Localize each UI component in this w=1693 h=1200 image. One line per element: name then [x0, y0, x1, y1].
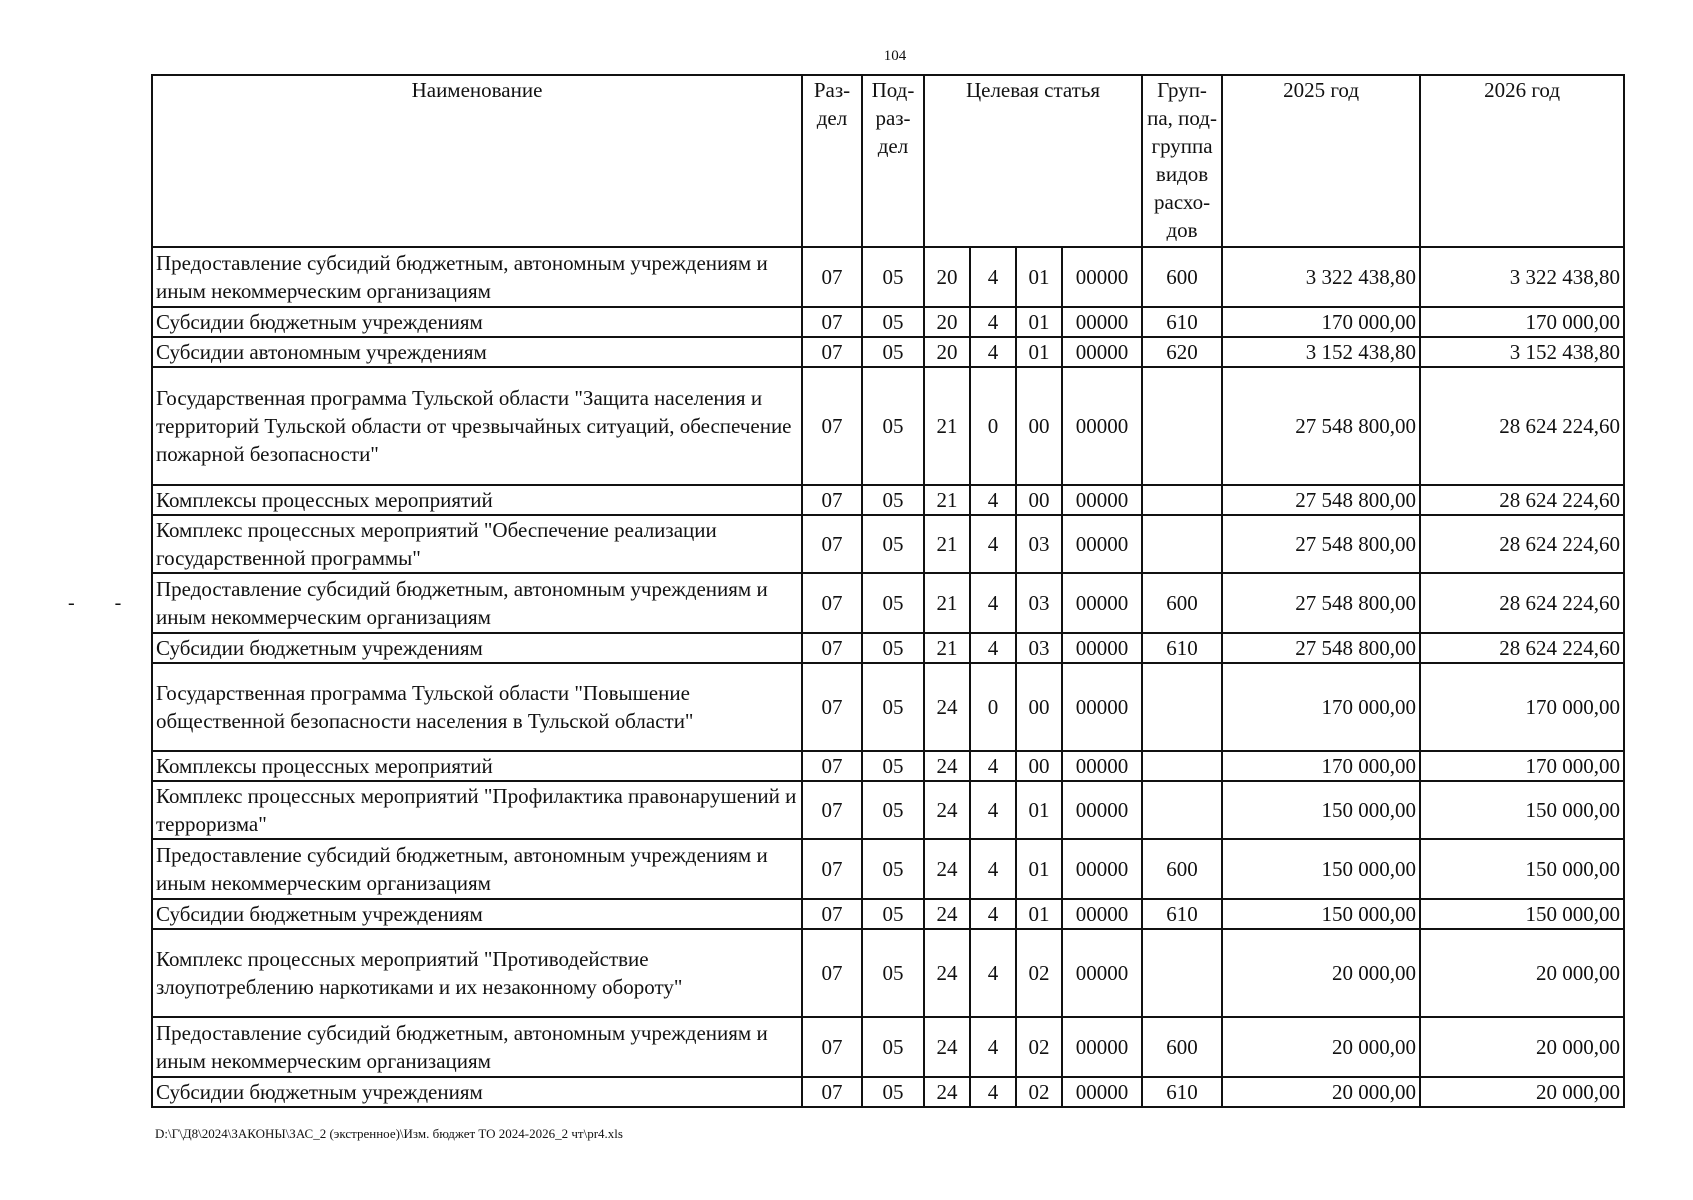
table-row [152, 839, 1624, 899]
scan-marks: - - [68, 592, 122, 614]
row-expense-group: 610 [1142, 1077, 1222, 1107]
row-target-type: 4 [970, 781, 1016, 839]
row-target-program: 24 [924, 839, 970, 899]
row-name: Комплексы процессных мероприятий [152, 751, 802, 781]
row-section: 07 [802, 839, 862, 899]
row-target-event: 02 [1016, 929, 1062, 1017]
row-target-direction: 00000 [1062, 751, 1142, 781]
row-section: 07 [802, 899, 862, 929]
row-target-direction: 00000 [1062, 515, 1142, 573]
row-amount-2025: 27 548 800,00 [1222, 515, 1420, 573]
row-amount-2026: 150 000,00 [1420, 899, 1624, 929]
row-name: Государственная программа Тульской области "Повышение общественной безопасности населения в Тульской области" [152, 663, 802, 751]
row-target-direction: 00000 [1062, 337, 1142, 367]
row-target-type: 4 [970, 1017, 1016, 1077]
row-amount-2025: 170 000,00 [1222, 663, 1420, 751]
row-target-direction: 00000 [1062, 899, 1142, 929]
row-target-direction: 00000 [1062, 307, 1142, 337]
row-amount-2026: 28 624 224,60 [1420, 485, 1624, 515]
row-subsection: 05 [862, 367, 924, 485]
row-name: Комплексы процессных мероприятий [152, 485, 802, 515]
row-expense-group [1142, 515, 1222, 573]
row-target-event: 03 [1016, 515, 1062, 573]
row-target-event: 01 [1016, 781, 1062, 839]
row-target-event: 01 [1016, 337, 1062, 367]
row-name: Предоставление субсидий бюджетным, автономным учреждениям и иным некоммерческим организациям [152, 573, 802, 633]
row-target-direction: 00000 [1062, 633, 1142, 663]
row-target-program: 24 [924, 751, 970, 781]
row-section: 07 [802, 573, 862, 633]
row-amount-2026: 150 000,00 [1420, 839, 1624, 899]
row-target-type: 4 [970, 633, 1016, 663]
row-target-program: 24 [924, 781, 970, 839]
table-row [152, 633, 1624, 663]
row-target-program: 24 [924, 663, 970, 751]
row-target-type: 4 [970, 485, 1016, 515]
table-row [152, 247, 1624, 307]
row-target-program: 24 [924, 899, 970, 929]
row-section: 07 [802, 515, 862, 573]
row-amount-2025: 27 548 800,00 [1222, 573, 1420, 633]
row-target-program: 21 [924, 633, 970, 663]
row-expense-group: 610 [1142, 633, 1222, 663]
row-expense-group [1142, 751, 1222, 781]
row-section: 07 [802, 485, 862, 515]
row-section: 07 [802, 633, 862, 663]
row-expense-group: 600 [1142, 573, 1222, 633]
header-target-article: Целевая статья [924, 75, 1142, 247]
row-subsection: 05 [862, 307, 924, 337]
row-target-program: 21 [924, 573, 970, 633]
table-row [152, 307, 1624, 337]
row-expense-group: 600 [1142, 1017, 1222, 1077]
row-expense-group [1142, 485, 1222, 515]
header-expense-group: Груп- па, под- группа видов расхо- дов [1142, 75, 1222, 247]
row-expense-group: 610 [1142, 899, 1222, 929]
row-amount-2026: 28 624 224,60 [1420, 573, 1624, 633]
table-row [152, 515, 1624, 573]
row-subsection: 05 [862, 247, 924, 307]
row-target-direction: 00000 [1062, 839, 1142, 899]
row-target-program: 24 [924, 929, 970, 1017]
row-target-direction: 00000 [1062, 663, 1142, 751]
row-section: 07 [802, 663, 862, 751]
table-row [152, 929, 1624, 1017]
row-section: 07 [802, 1017, 862, 1077]
row-amount-2026: 170 000,00 [1420, 663, 1624, 751]
row-target-event: 00 [1016, 367, 1062, 485]
row-subsection: 05 [862, 573, 924, 633]
row-target-type: 0 [970, 663, 1016, 751]
header-subsection: Под- раз- дел [862, 75, 924, 247]
row-target-type: 4 [970, 751, 1016, 781]
row-target-type: 4 [970, 515, 1016, 573]
row-expense-group: 620 [1142, 337, 1222, 367]
row-amount-2026: 170 000,00 [1420, 307, 1624, 337]
row-target-event: 00 [1016, 485, 1062, 515]
row-amount-2025: 3 322 438,80 [1222, 247, 1420, 307]
row-section: 07 [802, 307, 862, 337]
table-row [152, 781, 1624, 839]
row-name: Субсидии бюджетным учреждениям [152, 633, 802, 663]
footer-file-path: D:\Г\Д8\2024\ЗАКОНЫ\ЗАС_2 (экстренное)\Изм. бюджет ТО 2024-2026_2 чт\pr4.xls [155, 1126, 623, 1141]
row-amount-2026: 28 624 224,60 [1420, 633, 1624, 663]
row-target-event: 01 [1016, 307, 1062, 337]
row-target-direction: 00000 [1062, 1017, 1142, 1077]
header-year-2026: 2026 год [1420, 75, 1624, 247]
row-target-event: 02 [1016, 1017, 1062, 1077]
row-amount-2025: 150 000,00 [1222, 839, 1420, 899]
row-name: Государственная программа Тульской области "Защита населения и территорий Тульской области от чрезвычайных ситуаций, обеспечение пожарной безопасности" [152, 367, 802, 485]
row-target-program: 20 [924, 247, 970, 307]
row-amount-2025: 20 000,00 [1222, 1077, 1420, 1107]
table-row [152, 899, 1624, 929]
row-amount-2026: 150 000,00 [1420, 781, 1624, 839]
table-row [152, 663, 1624, 751]
row-section: 07 [802, 751, 862, 781]
row-target-type: 4 [970, 899, 1016, 929]
row-target-direction: 00000 [1062, 781, 1142, 839]
row-target-event: 01 [1016, 899, 1062, 929]
row-subsection: 05 [862, 337, 924, 367]
row-amount-2025: 27 548 800,00 [1222, 485, 1420, 515]
table-header-row [152, 75, 1624, 247]
row-name: Предоставление субсидий бюджетным, автономным учреждениям и иным некоммерческим организациям [152, 247, 802, 307]
row-target-type: 4 [970, 573, 1016, 633]
row-target-event: 00 [1016, 751, 1062, 781]
row-amount-2025: 170 000,00 [1222, 307, 1420, 337]
row-amount-2026: 28 624 224,60 [1420, 367, 1624, 485]
row-subsection: 05 [862, 515, 924, 573]
row-expense-group: 610 [1142, 307, 1222, 337]
row-subsection: 05 [862, 751, 924, 781]
row-target-direction: 00000 [1062, 367, 1142, 485]
row-target-direction: 00000 [1062, 573, 1142, 633]
row-name: Субсидии бюджетным учреждениям [152, 307, 802, 337]
table-row [152, 573, 1624, 633]
row-subsection: 05 [862, 1017, 924, 1077]
row-name: Комплекс процессных мероприятий "Обеспечение реализации государственной программы" [152, 515, 802, 573]
row-expense-group [1142, 663, 1222, 751]
row-target-event: 03 [1016, 633, 1062, 663]
row-target-direction: 00000 [1062, 1077, 1142, 1107]
row-expense-group: 600 [1142, 247, 1222, 307]
row-target-type: 0 [970, 367, 1016, 485]
row-target-program: 21 [924, 485, 970, 515]
row-target-type: 4 [970, 839, 1016, 899]
row-amount-2026: 170 000,00 [1420, 751, 1624, 781]
table-row [152, 367, 1624, 485]
row-target-direction: 00000 [1062, 247, 1142, 307]
row-amount-2025: 150 000,00 [1222, 781, 1420, 839]
row-amount-2025: 3 152 438,80 [1222, 337, 1420, 367]
row-subsection: 05 [862, 485, 924, 515]
row-target-type: 4 [970, 307, 1016, 337]
table-row [152, 1077, 1624, 1107]
row-name: Субсидии автономным учреждениям [152, 337, 802, 367]
row-target-program: 20 [924, 337, 970, 367]
row-target-direction: 00000 [1062, 485, 1142, 515]
table-row [152, 1017, 1624, 1077]
header-name: Наименование [152, 75, 802, 247]
row-target-program: 24 [924, 1077, 970, 1107]
row-target-event: 01 [1016, 247, 1062, 307]
table-row [152, 485, 1624, 515]
row-subsection: 05 [862, 839, 924, 899]
row-target-event: 03 [1016, 573, 1062, 633]
row-name: Комплекс процессных мероприятий "Противодействие злоупотреблению наркотиками и их незаконному обороту" [152, 929, 802, 1017]
row-target-type: 4 [970, 337, 1016, 367]
row-expense-group [1142, 781, 1222, 839]
row-amount-2026: 3 322 438,80 [1420, 247, 1624, 307]
row-target-program: 21 [924, 367, 970, 485]
row-subsection: 05 [862, 633, 924, 663]
header-section: Раз- дел [802, 75, 862, 247]
row-section: 07 [802, 929, 862, 1017]
row-target-type: 4 [970, 1077, 1016, 1107]
table-row [152, 751, 1624, 781]
row-section: 07 [802, 367, 862, 485]
row-name: Субсидии бюджетным учреждениям [152, 1077, 802, 1107]
row-amount-2025: 20 000,00 [1222, 1017, 1420, 1077]
row-amount-2026: 20 000,00 [1420, 929, 1624, 1017]
row-section: 07 [802, 781, 862, 839]
table-row [152, 337, 1624, 367]
row-target-event: 01 [1016, 839, 1062, 899]
row-target-event: 00 [1016, 663, 1062, 751]
row-expense-group [1142, 367, 1222, 485]
row-target-program: 21 [924, 515, 970, 573]
row-amount-2026: 20 000,00 [1420, 1017, 1624, 1077]
row-amount-2025: 20 000,00 [1222, 929, 1420, 1017]
row-amount-2025: 27 548 800,00 [1222, 367, 1420, 485]
row-subsection: 05 [862, 899, 924, 929]
row-section: 07 [802, 247, 862, 307]
row-section: 07 [802, 337, 862, 367]
row-amount-2025: 27 548 800,00 [1222, 633, 1420, 663]
table-body [152, 247, 1624, 1107]
row-subsection: 05 [862, 663, 924, 751]
budget-table [151, 74, 1625, 1108]
row-target-program: 20 [924, 307, 970, 337]
header-year-2025: 2025 год [1222, 75, 1420, 247]
row-amount-2025: 170 000,00 [1222, 751, 1420, 781]
row-amount-2025: 150 000,00 [1222, 899, 1420, 929]
row-expense-group: 600 [1142, 839, 1222, 899]
row-amount-2026: 20 000,00 [1420, 1077, 1624, 1107]
row-target-program: 24 [924, 1017, 970, 1077]
row-amount-2026: 3 152 438,80 [1420, 337, 1624, 367]
row-name: Комплекс процессных мероприятий "Профилактика правонарушений и терроризма" [152, 781, 802, 839]
row-name: Предоставление субсидий бюджетным, автономным учреждениям и иным некоммерческим организациям [152, 1017, 802, 1077]
row-section: 07 [802, 1077, 862, 1107]
row-subsection: 05 [862, 781, 924, 839]
row-target-event: 02 [1016, 1077, 1062, 1107]
row-expense-group [1142, 929, 1222, 1017]
row-subsection: 05 [862, 929, 924, 1017]
row-subsection: 05 [862, 1077, 924, 1107]
row-name: Предоставление субсидий бюджетным, автономным учреждениям и иным некоммерческим организациям [152, 839, 802, 899]
row-target-type: 4 [970, 929, 1016, 1017]
row-amount-2026: 28 624 224,60 [1420, 515, 1624, 573]
row-target-type: 4 [970, 247, 1016, 307]
row-target-direction: 00000 [1062, 929, 1142, 1017]
row-name: Субсидии бюджетным учреждениям [152, 899, 802, 929]
page-number: 104 [883, 48, 907, 64]
